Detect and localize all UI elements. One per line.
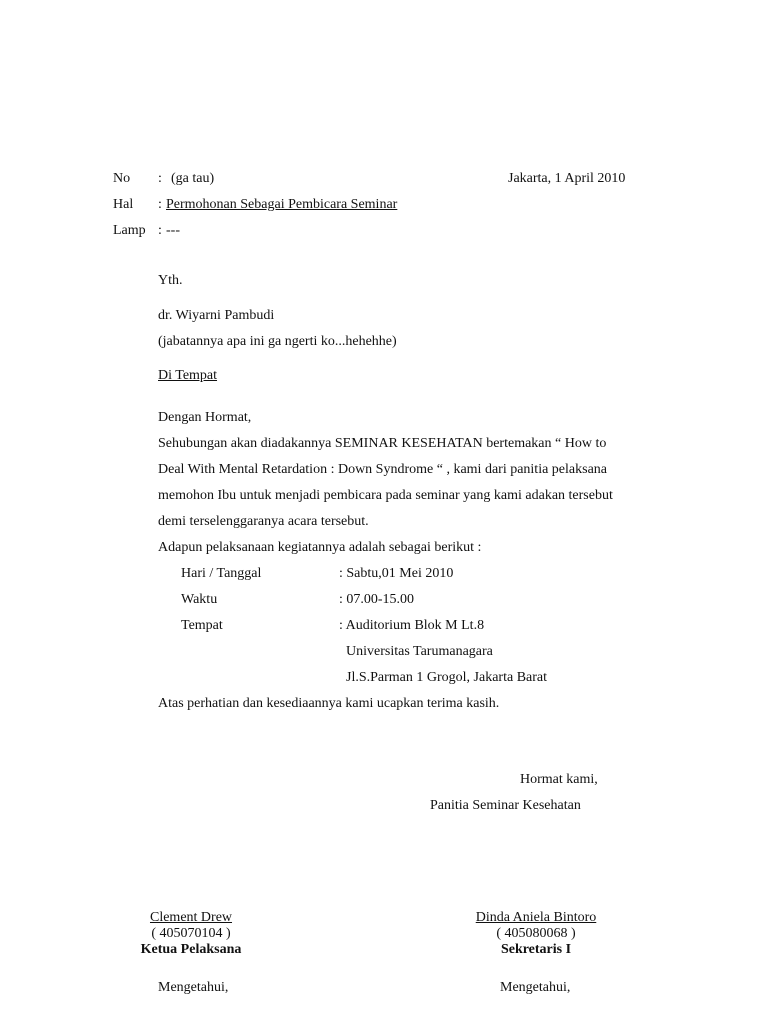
address-line: Universitas Tarumanagara	[346, 644, 493, 659]
address-line: Jl.S.Parman 1 Grogol, Jakarta Barat	[346, 670, 548, 685]
detail-value: : Auditorium Blok M Lt.8	[339, 618, 485, 633]
closing-line: Atas perhatian dan kesediaannya kami ucapkan terima kasih.	[158, 696, 500, 711]
recipient-place: Di Tempat	[158, 368, 218, 383]
right-acknowledge: Mengetahui,	[500, 980, 571, 995]
right-signatory	[458, 910, 614, 958]
detail-label: Waktu	[181, 592, 218, 607]
greeting: Dengan Hormat,	[158, 410, 252, 425]
signatory-name: Clement Drew	[149, 910, 233, 925]
signatory-id: ( 405080068 )	[496, 926, 576, 941]
paragraph-line: Sehubungan akan diadakannya SEMINAR KESEHATAN bertemakan “ How to	[158, 436, 607, 451]
lamp-colon: :	[158, 223, 162, 238]
no-label: No	[113, 171, 131, 186]
recipient-name: dr. Wiyarni Pambudi	[158, 308, 275, 323]
detail-value: : 07.00-15.00	[339, 592, 415, 607]
detail-label: Tempat	[181, 618, 223, 633]
signatory-role: Sekretaris I	[500, 942, 572, 957]
signatory-role: Ketua Pelaksana	[140, 942, 242, 957]
committee-name: Panitia Seminar Kesehatan	[430, 798, 581, 813]
paragraph-line: demi terselenggaranya acara tersebut.	[158, 514, 369, 529]
letter-date: Jakarta, 1 April 2010	[508, 171, 626, 186]
left-signatory	[118, 910, 264, 958]
details-intro: Adapun pelaksanaan kegiatannya adalah sebagai berikut :	[158, 540, 482, 555]
regards: Hormat kami,	[520, 772, 598, 787]
signatory-id: ( 405070104 )	[151, 926, 231, 941]
paragraph-line: memohon Ibu untuk menjadi pembicara pada seminar yang kami adakan tersebut	[158, 488, 613, 503]
hal-label: Hal	[113, 197, 134, 212]
salutation: Yth.	[158, 273, 183, 288]
signatory-name: Dinda Aniela Bintoro	[475, 910, 597, 925]
left-acknowledge: Mengetahui,	[158, 980, 229, 995]
detail-label: Hari / Tanggal	[181, 566, 262, 581]
no-value: (ga tau)	[171, 171, 215, 186]
paragraph-line: Deal With Mental Retardation : Down Syndrome “ , kami dari panitia pelaksana	[158, 462, 607, 477]
hal-value: Permohonan Sebagai Pembicara Seminar	[166, 197, 398, 212]
no-colon: :	[158, 171, 162, 186]
hal-colon: :	[158, 197, 162, 212]
recipient-position: (jabatannya apa ini ga ngerti ko...hehehhe)	[158, 334, 397, 349]
lamp-label: Lamp	[113, 223, 146, 238]
lamp-value: ---	[166, 223, 180, 238]
detail-value: : Sabtu,01 Mei 2010	[339, 566, 454, 581]
